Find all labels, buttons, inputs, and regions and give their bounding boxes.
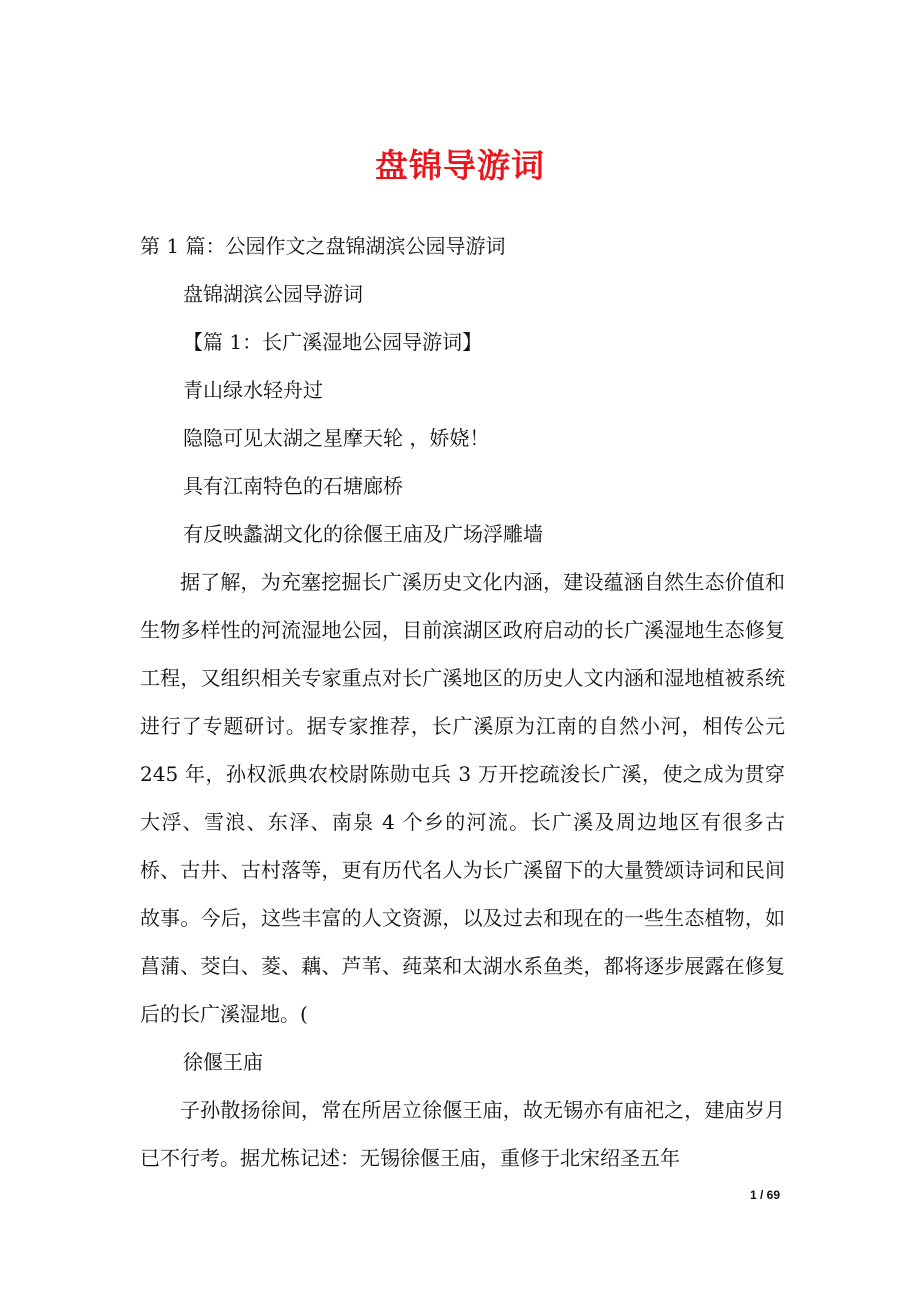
section-heading: 第 1 篇：公园作文之盘锦湖滨公园导游词 [140, 234, 506, 258]
text-line: 有反映蠡湖文化的徐偃王庙及广场浮雕墙 [183, 522, 543, 546]
text-line: 【篇 1：长广溪湿地公园导游词】 [183, 330, 483, 354]
text-line: 隐隐可见太湖之星摩天轮 ，娇娆！ [183, 426, 490, 450]
page-number: 1 / 69 [749, 1188, 780, 1202]
body-paragraph: 据了解，为充塞挖掘长广溪历史文化内涵，建设蕴涵自然生态价值和生物多样性的河流湿地公园，目前滨湖区政府启动的长广溪湿地生态修复工程，又组织相关专家重点对长广溪地区的历史人文内涵和湿地植被系统进行了专题研讨。据专家推荐，长广溪原为江南的自然小河，相传公元 245 年，孙权派典农校尉陈勋屯兵 3 万开挖疏浚长广溪，使之成为贯穿大浮、雪浪、东泽、南泉 4 个乡的河流。长广溪及周边地区有很多古桥、古井、古村落等，更有历代名人为长广溪留下的大量赞颂诗词和民间故事。今后，这些丰富的人文资源，以及过去和现在的一些生态植物，如菖蒲、茭白、菱、藕、芦苇、莼菜和太湖水系鱼类，都将逐步展露在修复后的长广溪湿地。( [140, 570, 785, 1026]
body-paragraph: 子孙散扬徐间，常在所居立徐偃王庙，故无锡亦有庙祀之，建庙岁月已不行考。据尤栋记述：无锡徐偃王庙，重修于北宋绍圣五年 [140, 1098, 785, 1170]
text-line: 具有江南特色的石塘廊桥 [183, 474, 403, 498]
text-line: 青山绿水轻舟过 [183, 378, 323, 402]
subheading: 徐偃王庙 [183, 1050, 263, 1074]
text-line: 盘锦湖滨公园导游词 [183, 282, 363, 306]
document-title: 盘锦导游词 [375, 146, 545, 185]
